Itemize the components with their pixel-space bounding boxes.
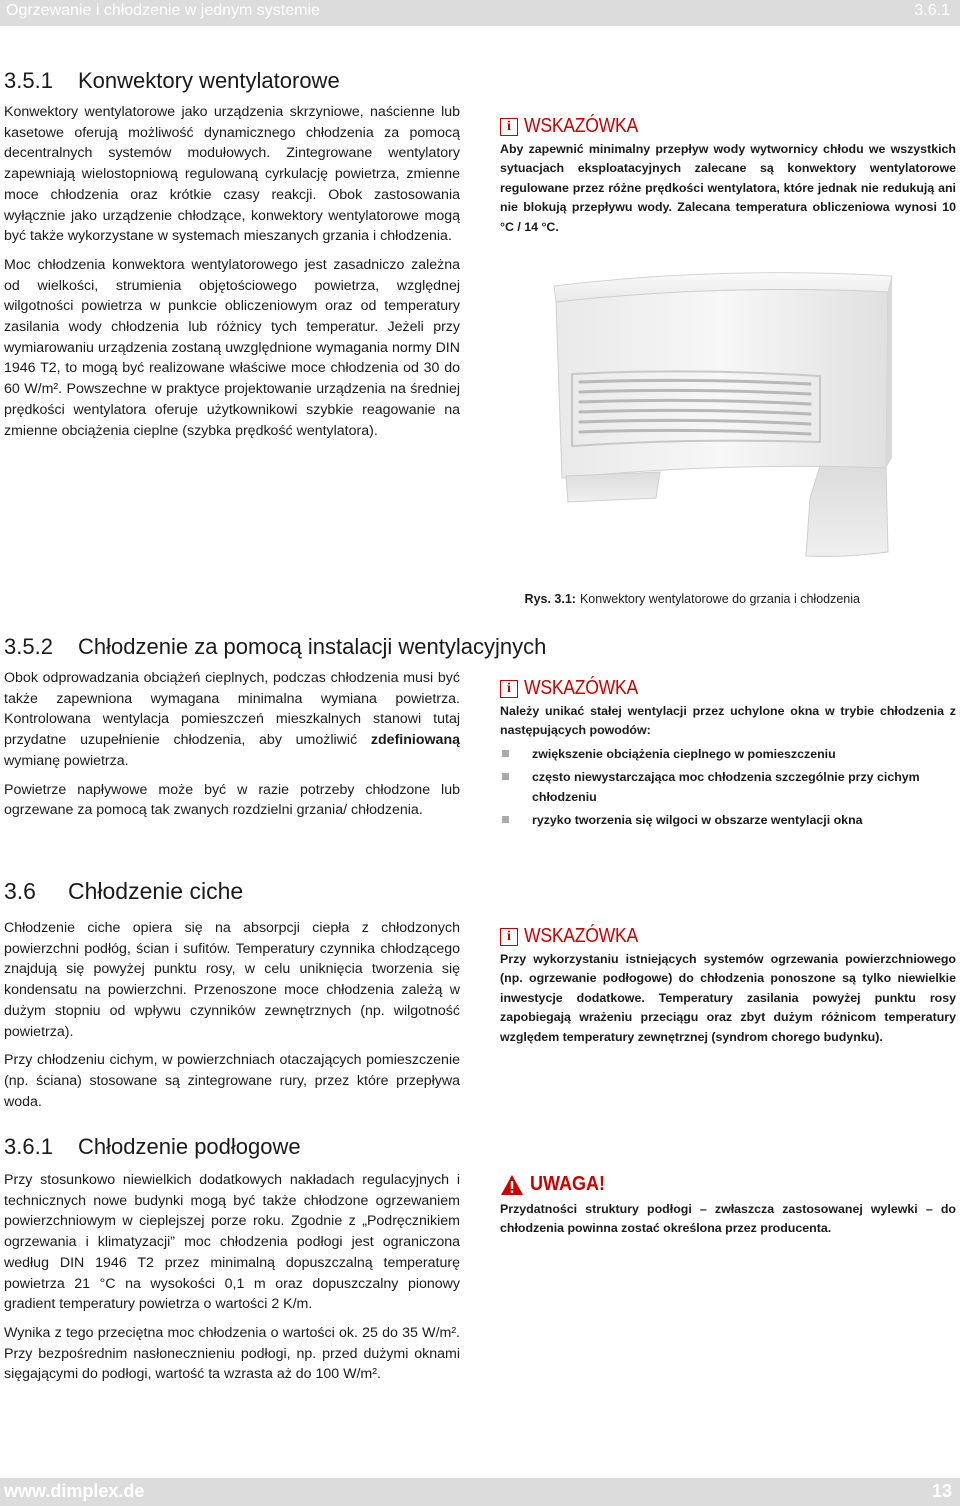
- info-icon: i: [500, 680, 518, 698]
- list-item: często niewystarczająca moc chłodzenia szczególnie przy cichym chłodzeniu: [500, 768, 956, 807]
- paragraph: Moc chłodzenia konwektora wentylatorowego jest zasadniczo zależna od wielkości, strumienia objętościowego powietrza, względnej wilgotności powietrza w punkcie obliczeniowym oraz od temperatury zasilania wody chłodzenia lub różnicy tych temperatur. Jeżeli przy wymiarowaniu urządzenia zostaną uwzględnione wymagania normy DIN 1946 T2, to mogą być realizowane właściwe moce chłodzenia od 30 do 60 W/m². Powszechne w praktyce projektowanie urządzenia na średniej prędkości wentylatora oferuje użytkownikowi szybkie reagowanie na zmienne obciążenia cieplne (szybka prędkość wentylatora).: [4, 256, 460, 439]
- paragraph: Wynika z tego przeciętna moc chłodzenia o wartości ok. 25 do 35 W/m². Przy bezpośrednim nasłonecznieniu podłogi, np. przed dużymi oknami sięgającymi do podłogi, wartość ta wzrasta aż do 100 W/m².: [4, 1324, 460, 1383]
- section-36-body: [4, 918, 460, 1120]
- section-number: 3.6: [4, 878, 36, 904]
- figure-caption: [500, 592, 860, 606]
- section-361-heading: [4, 1134, 301, 1160]
- paragraph: Powietrze napływowe może być w razie potrzeby chłodzone lub ogrzewane za pomocą tak zwanych rozdzielni grzania/ chłodzenia.: [4, 781, 460, 819]
- note-header: [500, 926, 956, 948]
- warning-header: [500, 1172, 956, 1198]
- note-title: WSKAZÓWKA: [524, 677, 638, 700]
- paragraph-bold-text: zdefiniowaną: [370, 732, 460, 749]
- paragraph-text: wymianę powietrza.: [4, 752, 129, 769]
- paragraph: [4, 668, 460, 772]
- fan-convector-photo: [540, 262, 900, 572]
- warning-triangle-icon: [500, 1174, 524, 1196]
- warning-text: Przydatności struktury podłogi – zwłaszcza zastosowanej wylewki – do chłodzenia powinna zostać określona przez producenta.: [500, 1202, 956, 1236]
- note-header: [500, 678, 956, 700]
- page-number: 13: [931, 1481, 952, 1501]
- footer-site-link[interactable]: www.dimplex.de: [4, 1481, 145, 1501]
- note-title: WSKAZÓWKA: [524, 925, 638, 948]
- page-header: [0, 0, 960, 26]
- paragraph-text: Obok odprowadzania obciążeń cieplnych, podczas chłodzenia musi być także zapewniona wymagana minimalna wymiana powietrza. Kontrolowana wentylacja pomieszczeń mieszkalnych stanowi tutaj przydatne uzupełnienie chłodzenia, aby umożliwić: [4, 670, 460, 749]
- paragraph: Przy stosunkowo niewielkich dodatkowych nakładach regulacyjnych i technicznych nowe budynki mogą być także chłodzone ogrzewaniem powierzchniowym w cieplejszej porze roku. Zgodnie z „Podręcznikiem ogrzewania i klimatyzacji” moc chłodzenia podłogi jest ograniczona według DIN 1946 T2 przez minimalną dopuszczalną temperaturę powietrza 21 °C na wysokości 0,1 m oraz dopuszczalny pionowy gradient temperatury powietrza o wartości 2 K/m.: [4, 1172, 460, 1313]
- section-351-body: [4, 102, 460, 449]
- list-item: ryzyko tworzenia się wilgoci w obszarze wentylacji okna: [500, 811, 956, 830]
- warning-title: UWAGA!: [530, 1173, 605, 1196]
- section-title: Chłodzenie za pomocą instalacji wentylacyjnych: [78, 634, 547, 659]
- note-text: Należy unikać stałej wentylacji przez uchylone okna w trybie chłodzenia z następujących powodów:: [500, 704, 956, 738]
- section-351-heading: [4, 68, 340, 94]
- section-title: Chłodzenie ciche: [68, 878, 244, 904]
- note-text: Przy wykorzystaniu istniejących systemów ogrzewania powierzchniowego (np. ogrzewanie podłogowe) do chłodzenia ponoszone są tylko niewielkie inwestycje dodatkowe. Temperatury zasilania powyżej punktu rosy zapobiegają wrażeniu przeciągu oraz zbyt dużym różnicom temperatury względem temperatury zewnętrznej (syndrom chorego budynku).: [500, 952, 956, 1044]
- section-352-body: [4, 668, 460, 829]
- info-icon: i: [500, 118, 518, 136]
- section-number: 3.5.2: [4, 634, 53, 659]
- paragraph: Chłodzenie ciche opiera się na absorpcji ciepła z chłodzonych powierzchni podłóg, ścian i sufitów. Temperatury czynnika chłodzącego znajdują się powyżej punktu rosy, w celu uniknięcia tworzenia się kondensatu na powierzchni. Przenoszone moce chłodzenia zależą w dużym stopniu od wpływu czynników zewnętrznych (np. wilgotność powietrza).: [4, 920, 460, 1040]
- note-header: [500, 116, 956, 138]
- section-title: Konwektory wentylatorowe: [78, 68, 340, 93]
- note-text: Aby zapewnić minimalny przepływ wody wytwornicy chłodu we wszystkich sytuacjach eksploatacyjnych zalecane są konwektory wentylatorowe regulowane przez różne prędkości wentylatora, które jednak nie redukują ani nie blokują przepływu wody. Zalecana temperatura obliczeniowa wynosi 10 °C / 14 °C.: [500, 142, 956, 234]
- header-section-number: 3.6.1: [914, 2, 950, 19]
- page-footer: [0, 1478, 960, 1506]
- note-list: [500, 745, 956, 831]
- paragraph: Konwektory wentylatorowe jako urządzenia skrzyniowe, naścienne lub kasetowe oferują możliwość dynamicznego chłodzenia za pomocą decentralnych systemów modułowych. Zintegrowane wentylatory zapewniają wielostopniową regulowaną cyrkulację powietrza, zmienne moce chłodzenia oraz krótkie czasy reakcji. Obok zastosowania wyłącznie jako urządzenie chłodzące, konwektory wentylatorowe mogą być także wykorzystane w systemach mieszanych grzania i chłodzenia.: [4, 104, 460, 245]
- figure-label: Rys. 3.1:: [524, 592, 576, 606]
- section-352-heading: [4, 634, 546, 660]
- info-icon: i: [500, 928, 518, 946]
- header-title: Ogrzewanie i chłodzenie w jednym systemie: [6, 2, 320, 19]
- note-2: [500, 678, 956, 834]
- figure-caption-text: Konwektory wentylatorowe do grzania i chłodzenia: [579, 592, 860, 606]
- section-36-heading: [4, 878, 243, 905]
- warning-note: [500, 1172, 956, 1239]
- section-title: Chłodzenie podłogowe: [78, 1134, 301, 1159]
- note-1: [500, 116, 956, 237]
- section-number: 3.5.1: [4, 68, 53, 93]
- note-3: [500, 926, 956, 1047]
- list-item: zwiększenie obciążenia cieplnego w pomieszczeniu: [500, 745, 956, 764]
- section-361-body: [4, 1170, 460, 1393]
- note-title: WSKAZÓWKA: [524, 115, 638, 138]
- paragraph: Przy chłodzeniu cichym, w powierzchniach otaczających pomieszczenie (np. ściana) stosowane są zintegrowane rury, przez które przepływa woda.: [4, 1052, 460, 1110]
- section-number: 3.6.1: [4, 1134, 53, 1159]
